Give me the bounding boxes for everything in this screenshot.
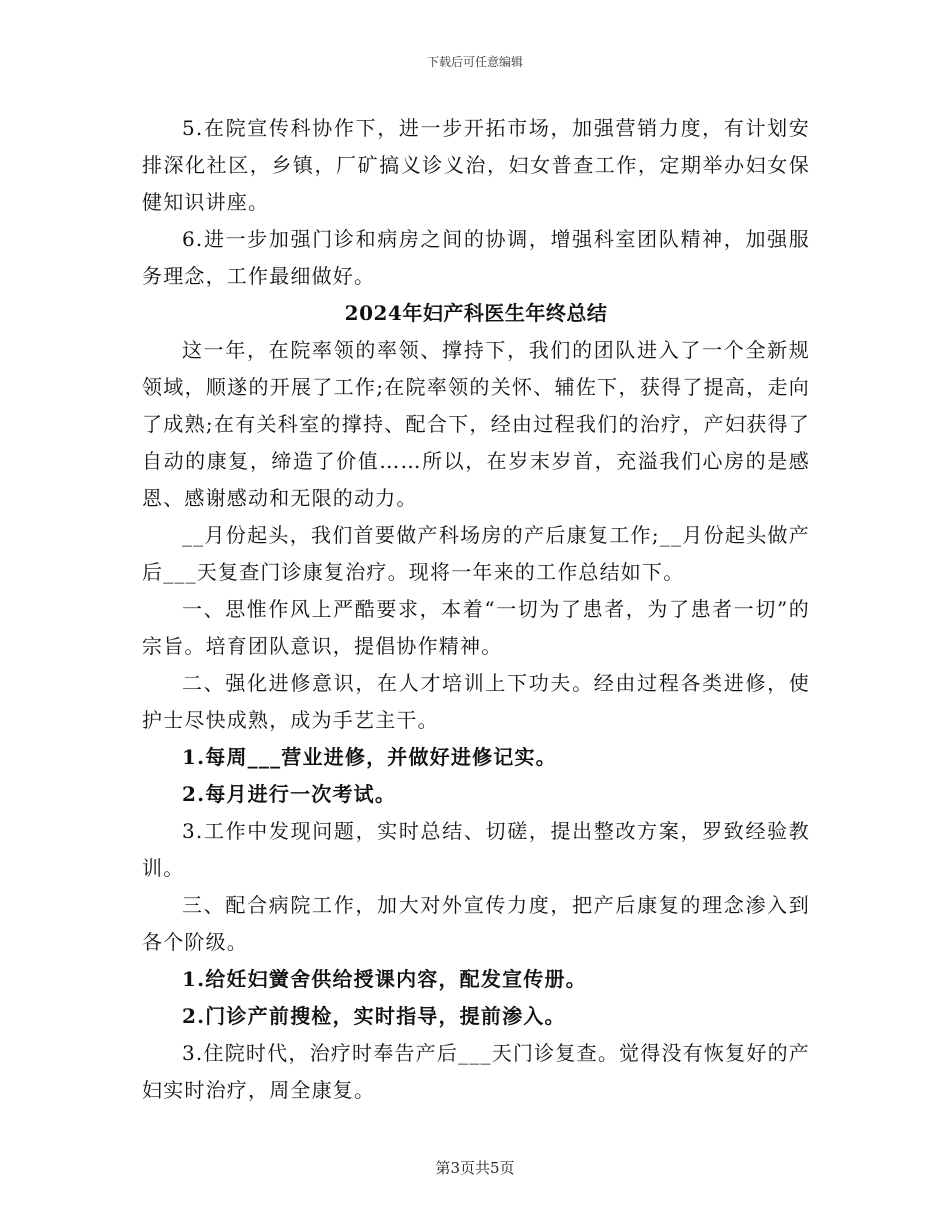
section-title: 2024年妇产科医生年终总结 bbox=[344, 301, 608, 325]
page-header: 下载后可任意编辑 bbox=[426, 55, 523, 69]
item-two-sub-1: 1.每周___营业进修，并做好进修记实。 bbox=[182, 745, 557, 769]
paragraph-6: 6.进一步加强门诊和病房之间的协调，增强科室团队精神，加强服务理念，工作最细做好。 bbox=[142, 227, 810, 288]
item-two-sub-2: 2.每月进行一次考试。 bbox=[182, 782, 397, 806]
paragraph-5: 5.在院宣传科协作下，进一步开拓市场，加强营销力度，有计划安排深化社区，乡镇，厂矿搞义诊义治，妇女普查工作，定期举办妇女保健知识讲座。 bbox=[142, 116, 810, 214]
item-three-sub-2: 2.门诊产前搜检，实时指导，提前渗入。 bbox=[182, 1004, 566, 1028]
item-one-paragraph: 一、思惟作风上严酷要求，本着“一切为了患者，为了患者一切”的宗旨。培育团队意识，提倡协作精神。 bbox=[142, 597, 810, 658]
item-two-sub-3: 3.工作中发现问题，实时总结、切磋，提出整改方案，罗致经验教训。 bbox=[142, 819, 810, 880]
page-footer: 第3页共5页 bbox=[435, 1159, 515, 1177]
intro-paragraph: 这一年，在院率领的率领、撑持下，我们的团队进入了一个全新规领域，顺遂的开展了工作;在院率领的关怀、辅佐下，获得了提高，走向了成熟;在有关科室的撑持、配合下，经由过程我们的治疗，产妇获得了自动的康复，缔造了价值……所以，在岁末岁首，充溢我们心房的是感恩、感谢感动和无限的动力。 bbox=[142, 338, 810, 510]
item-three-sub-3: 3.住院时代，治疗时奉告产后___天门诊复查。觉得没有恢复好的产妇实时治疗，周全康复。 bbox=[142, 1041, 810, 1102]
item-three-sub-1: 1.给妊妇黉舍供给授课内容，配发宣传册。 bbox=[182, 967, 587, 991]
schedule-paragraph: __月份起头，我们首要做产科场房的产后康复工作;__月份起头做产后___天复查门诊康复治疗。现将一年来的工作总结如下。 bbox=[142, 523, 810, 584]
item-three-paragraph: 三、配合病院工作，加大对外宣传力度，把产后康复的理念渗入到各个阶级。 bbox=[142, 893, 810, 954]
item-two-paragraph: 二、强化进修意识，在人才培训上下功夫。经由过程各类进修，使护士尽快成熟，成为手艺主干。 bbox=[142, 671, 810, 732]
document-body bbox=[142, 110, 810, 1109]
